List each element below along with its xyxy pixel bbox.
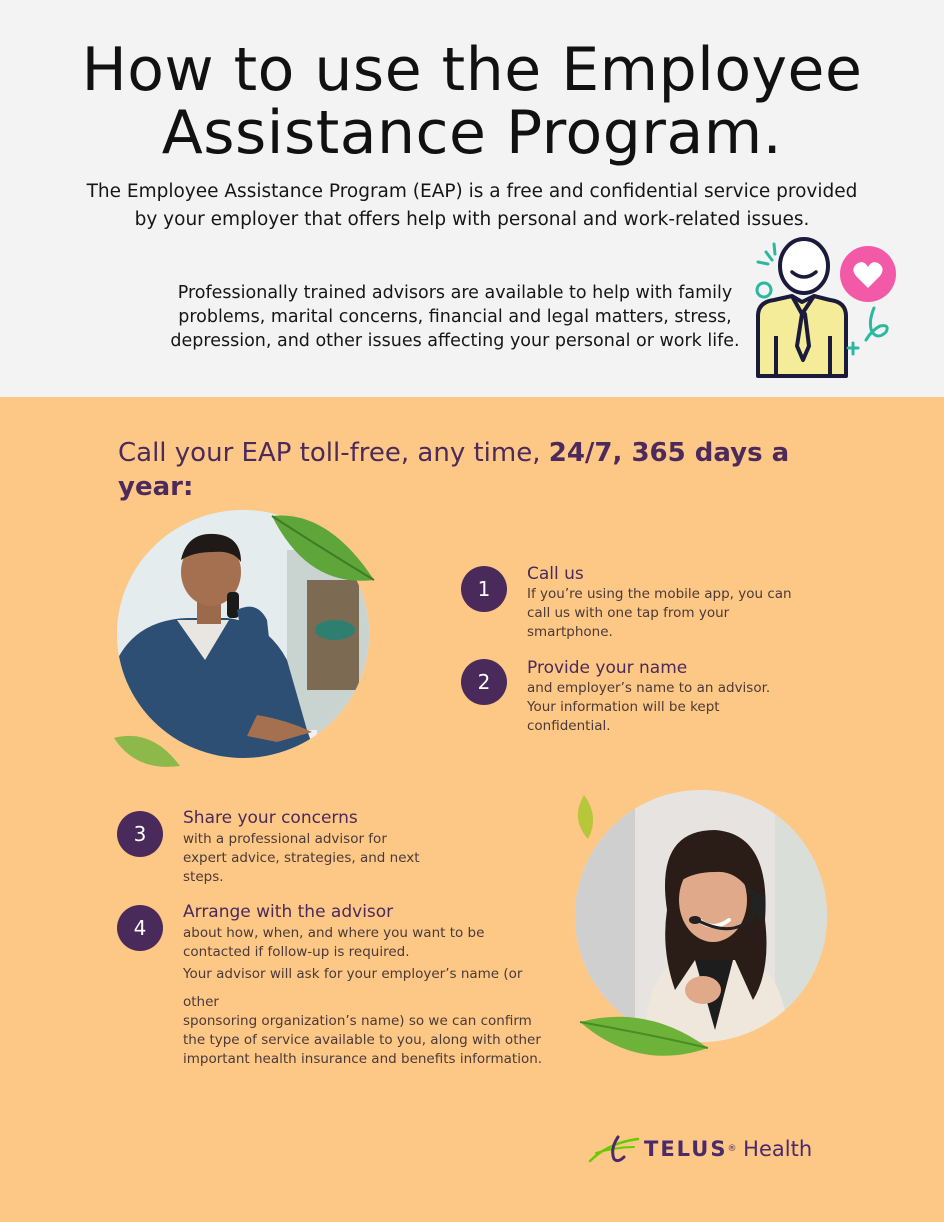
page-title-line2: Assistance Program. bbox=[161, 98, 783, 168]
leaf-icon bbox=[268, 510, 378, 590]
woman-headset-illustration bbox=[575, 790, 827, 1042]
leaf-icon bbox=[570, 793, 600, 841]
advisor-person-icon bbox=[748, 236, 904, 386]
leaf-icon bbox=[112, 728, 182, 772]
call-heading: Call your EAP toll-free, any time, 24/7, 365 days a year: bbox=[118, 438, 790, 502]
step-2-text: and employer’s name to an advisor. Your information will be kept confidential. bbox=[527, 680, 771, 734]
step-4-badge: 4 bbox=[117, 905, 163, 951]
telus-health-logo bbox=[588, 1133, 818, 1167]
step-3-title: Share your concerns bbox=[183, 808, 358, 828]
page-title-line1: How to use the Employee bbox=[81, 35, 863, 105]
intro-text: The Employee Assistance Program (EAP) is a free and confidential service provided by your employer that offers help with personal and work-related issues. bbox=[86, 181, 858, 230]
step-4-text: about how, when, and where you want to be contacted if follow-up is required. bbox=[183, 925, 485, 960]
telus-logo-mark-icon bbox=[588, 1133, 640, 1167]
step-3-badge: 3 bbox=[117, 811, 163, 857]
employer-info-text: Your advisor will ask for your employer’s name (or other sponsoring organization’s name) so we can confirm the type of service available to you, along with other important health insurance and benefits information. bbox=[183, 966, 543, 1067]
advisors-text: Professionally trained advisors are available to help with family problems, marital concerns, financial and legal matters, stress, depression, and other issues affecting your personal or work life. bbox=[170, 283, 740, 351]
logo-text: TELUS® Health bbox=[644, 1137, 813, 1161]
step-1-title: Call us bbox=[527, 564, 584, 584]
step-1-text: If you’re using the mobile app, you can call us with one tap from your smartphone. bbox=[527, 586, 792, 640]
step-4-title: Arrange with the advisor bbox=[183, 902, 394, 922]
step-2-title: Provide your name bbox=[527, 658, 688, 678]
step-2-badge: 2 bbox=[461, 659, 507, 705]
step-3-text: with a professional advisor for expert advice, strategies, and next steps. bbox=[183, 831, 420, 885]
leaf-icon bbox=[578, 1008, 710, 1066]
woman-with-headset-photo bbox=[575, 790, 827, 1042]
step-1-badge: 1 bbox=[461, 566, 507, 612]
